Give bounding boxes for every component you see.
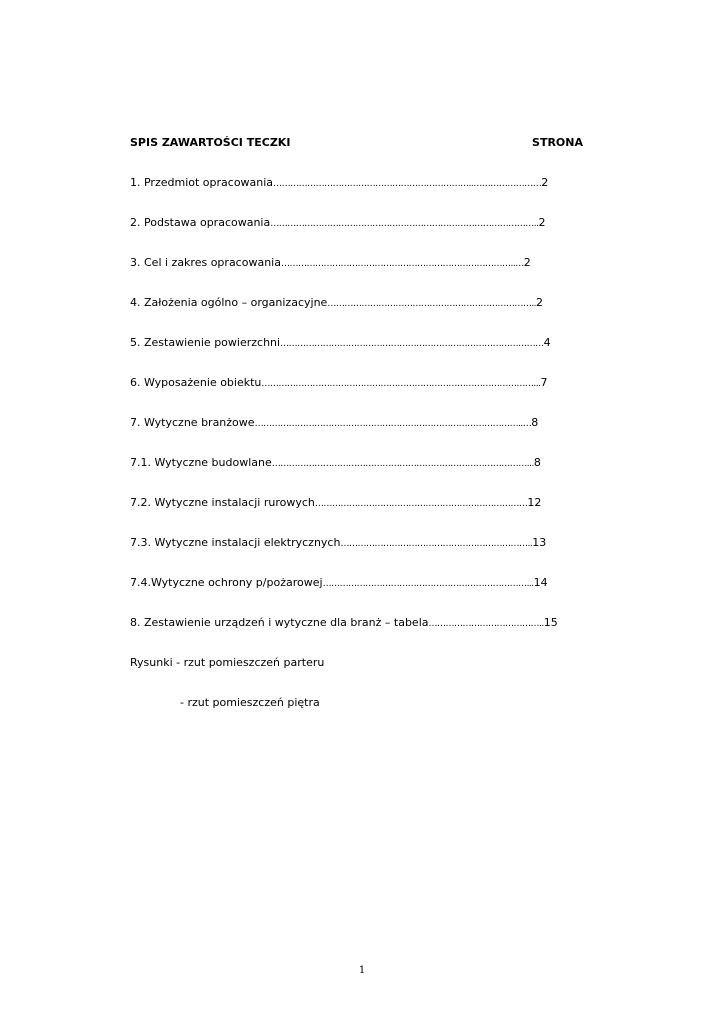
toc-leader: ………………………………………………………………………..… <box>280 259 524 269</box>
toc-item-page: 2 <box>538 216 546 229</box>
toc-item-title: 7.3. Wytyczne instalacji elektrycznych <box>130 536 341 549</box>
toc-item <box>130 375 548 392</box>
toc-leader: ………………………………………………………………………………….. <box>270 219 539 229</box>
toc-leader: ……………………………………………………………………………………... <box>261 379 541 389</box>
toc-item-page: 2 <box>536 296 544 309</box>
toc-leader: ………………………………….. <box>428 619 544 629</box>
toc-item-page: 14 <box>533 576 548 589</box>
toc-item <box>130 255 531 272</box>
toc-item <box>130 415 538 432</box>
toc-item <box>130 175 548 192</box>
toc-item-title: 8. Zestawienie urządzeń i wytyczne dla branż – tabela <box>130 616 429 629</box>
toc-leader: ………………………………………………………………………………... <box>271 459 534 469</box>
toc-item-title: 2. Podstawa opracowania <box>130 216 271 229</box>
toc-item <box>130 495 541 512</box>
drawings-list-item: - rzut pomieszczeń piętra <box>180 696 320 709</box>
toc-item <box>130 615 558 632</box>
toc-item-title: 1. Przedmiot opracowania <box>130 176 274 189</box>
toc-item <box>130 335 551 352</box>
toc-item-title: 7. Wytyczne branżowe <box>130 416 255 429</box>
toc-leader: ………………………………………………………………………………… <box>280 339 544 349</box>
toc-heading <box>130 136 583 152</box>
toc-item-title: 7.1. Wytyczne budowlane <box>130 456 272 469</box>
toc-item-page: 15 <box>543 616 558 629</box>
toc-leader: ……………………………………………………………..…………………… <box>273 179 542 189</box>
toc-leader: ………………………………………………………….. <box>340 539 533 549</box>
toc-item-page: 2 <box>541 176 549 189</box>
toc-item-page: 12 <box>527 496 542 509</box>
toc-item <box>130 295 543 312</box>
toc-leader: ………………………………………………………………… <box>314 499 528 509</box>
toc-item-page: 8 <box>531 416 539 429</box>
toc-title: SPIS ZAWARTOŚCI TECZKI <box>130 136 291 149</box>
toc-item-title: 4. Założenia ogólno – organizacyjne <box>130 296 328 309</box>
toc-item-page: 8 <box>533 456 541 469</box>
page-column-header: STRONA <box>532 136 583 149</box>
toc-leader: …………………………………………………………………………………..… <box>254 419 532 429</box>
toc-item-title: 3. Cel i zakres opracowania <box>130 256 281 269</box>
toc-item-title: 7.2. Wytyczne instalacji rurowych <box>130 496 315 509</box>
page-number: 1 <box>358 965 366 976</box>
toc-item-page: 7 <box>540 376 548 389</box>
toc-item-title: 7.4.Wytyczne ochrony p/pożarowej <box>130 576 323 589</box>
toc-item <box>130 575 548 592</box>
toc-item-page: 4 <box>543 336 551 349</box>
toc-item-page: 2 <box>523 256 531 269</box>
toc-leader: ……………………………………………………………….. <box>327 299 537 309</box>
toc-item-title: 5. Zestawienie powierzchni <box>130 336 281 349</box>
toc-item <box>130 535 546 552</box>
drawings-list-label: Rysunki - rzut pomieszczeń parteru <box>130 656 325 669</box>
toc-item-page: 13 <box>532 536 547 549</box>
toc-item-title: 6. Wyposażenie obiektu <box>130 376 262 389</box>
toc-item <box>130 455 541 472</box>
toc-leader: ………………………………………………………………... <box>322 579 534 589</box>
toc-item <box>130 215 545 232</box>
